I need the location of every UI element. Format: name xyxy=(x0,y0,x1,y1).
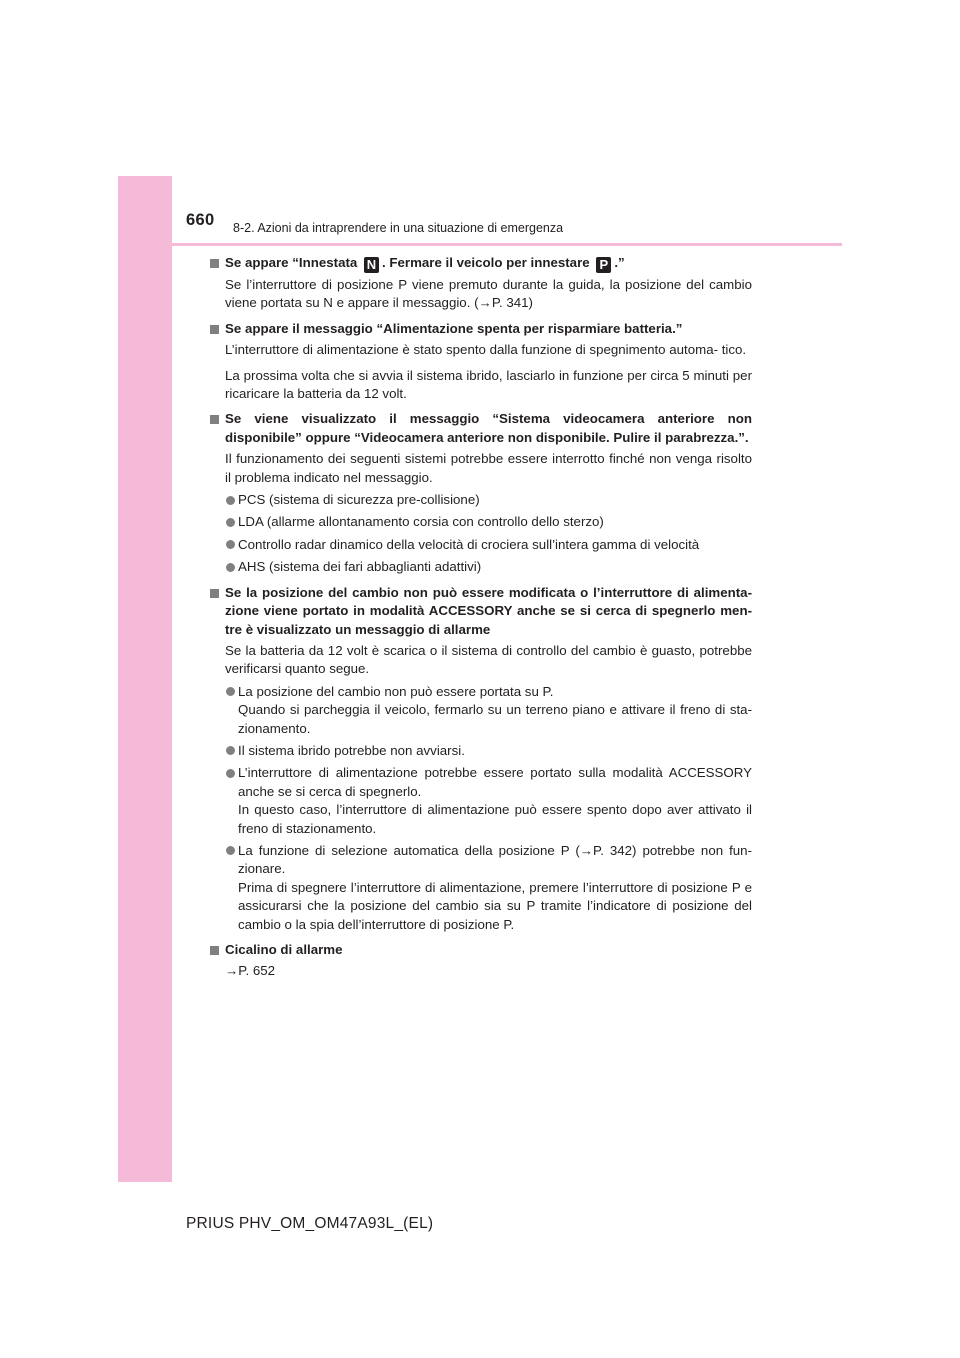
topic-heading xyxy=(208,320,752,338)
circle-bullet-icon xyxy=(226,769,235,778)
heading-text: Se la posizione del cambio non può essere modificata o l’interruttore di alimenta- zione viene portato in modalità ACCESSORY anche se si cerca di spegnerlo men- tre è visualizzato un messaggio di allarme xyxy=(225,584,752,637)
list-item-text: LDA (allarme allontanamento corsia con controllo dello sterzo) xyxy=(238,514,604,530)
list-item xyxy=(208,558,752,576)
list-item-text: L’interruttore di alimentazione potrebbe essere portato sulla modalità ACCESSORY anche se si cerca di spegnerlo. xyxy=(238,765,752,799)
list-item xyxy=(208,764,752,838)
topic-heading xyxy=(208,254,752,273)
n-position-key-icon: N xyxy=(364,257,379,273)
heading-text: Se appare il messaggio “Alimentazione spenta per risparmiare batteria.” xyxy=(225,320,683,336)
topic-heading xyxy=(208,584,752,639)
circle-bullet-icon xyxy=(226,846,235,855)
circle-bullet-icon xyxy=(226,540,235,549)
paragraph: L’interruttore di alimentazione è stato spento dalla funzione di spegnimento automa- tico. xyxy=(225,342,747,358)
page-number: 660 xyxy=(186,211,215,229)
list-item-text: Controllo radar dinamico della velocità di crociera sull’intera gamma di velocità xyxy=(238,536,700,552)
circle-bullet-icon xyxy=(226,687,235,696)
circle-bullet-icon xyxy=(226,518,235,527)
section-title: 8-2. Azioni da intraprendere in una situazione di emergenza xyxy=(233,221,564,235)
square-bullet-icon xyxy=(210,259,219,268)
list-item xyxy=(208,842,752,934)
page-reference: →P. 652 xyxy=(225,963,276,979)
circle-bullet-icon xyxy=(226,746,235,755)
list-item-text: Prima di spegnere l’interruttore di alimentazione, premere l’interruttore di posizione P e assicurarsi che la posizione del cambio sia su P tramite l’indicatore di posizione del cambio o la spia dell’interruttore di posizione P. xyxy=(238,879,752,932)
heading-text: .” xyxy=(614,255,625,270)
paragraph: Il funzionamento dei seguenti sistemi potrebbe essere interrotto finché non venga risolto il problema indicato nel messaggio. xyxy=(225,451,752,485)
list-item xyxy=(208,491,752,509)
page-content xyxy=(208,254,752,981)
p-position-key-icon: P xyxy=(596,257,611,273)
topic-heading xyxy=(208,410,752,447)
list-item-text: In questo caso, l’interruttore di alimentazione può essere spento dopo aver attivato il freno di stazionamento. xyxy=(238,802,752,836)
circle-bullet-icon xyxy=(226,496,235,505)
list-item-text: La funzione di selezione automatica della posizione P (→P. 342) potrebbe non fun- zionare. xyxy=(238,842,752,877)
square-bullet-icon xyxy=(210,589,219,598)
topic-heading xyxy=(208,941,752,959)
list-item xyxy=(208,513,752,531)
heading-text: Se viene visualizzato il messaggio “Sistema videocamera anteriore non disponibile” oppure “Videocamera anteriore non disponibile. Pulire il parabrezza.”. xyxy=(225,411,752,445)
heading-text: Se appare “Innestata xyxy=(225,255,358,270)
square-bullet-icon xyxy=(210,415,219,424)
square-bullet-icon xyxy=(210,946,219,955)
list-item xyxy=(208,683,752,738)
list-item xyxy=(208,536,752,554)
paragraph: Se la batteria da 12 volt è scarica o il sistema di controllo del cambio è guasto, potrebbe verificarsi quanto segue. xyxy=(225,642,752,677)
chapter-side-tab xyxy=(118,176,172,1182)
list-item-text: AHS (sistema dei fari abbaglianti adattivi) xyxy=(238,559,482,575)
paragraph: La prossima volta che si avvia il sistema ibrido, lasciarlo in funzione per circa 5 minuti per ricaricare la batteria da 12 volt. xyxy=(225,367,752,402)
list-item-text: PCS (sistema di sicurezza pre-collisione) xyxy=(238,492,480,508)
heading-text: Cicalino di allarme xyxy=(225,942,343,957)
heading-text: . Fermare il veicolo per innestare xyxy=(381,255,590,270)
header-divider xyxy=(172,243,842,246)
paragraph: Se l’interruttore di posizione P viene premuto durante la guida, la posizione del cambio viene portata su N e appare il messaggio. (→P. 341) xyxy=(225,277,752,311)
list-item-text: La posizione del cambio non può essere portata su P. xyxy=(238,683,554,699)
list-item xyxy=(208,742,752,760)
list-item-text: Il sistema ibrido potrebbe non avviarsi. xyxy=(238,742,465,758)
square-bullet-icon xyxy=(210,325,219,334)
document-code: PRIUS PHV_OM_OM47A93L_(EL) xyxy=(186,1215,434,1232)
circle-bullet-icon xyxy=(226,563,235,572)
list-item-text: Quando si parcheggia il veicolo, fermarlo su un terreno piano e attivare il freno di sta- zionamento. xyxy=(238,702,752,736)
